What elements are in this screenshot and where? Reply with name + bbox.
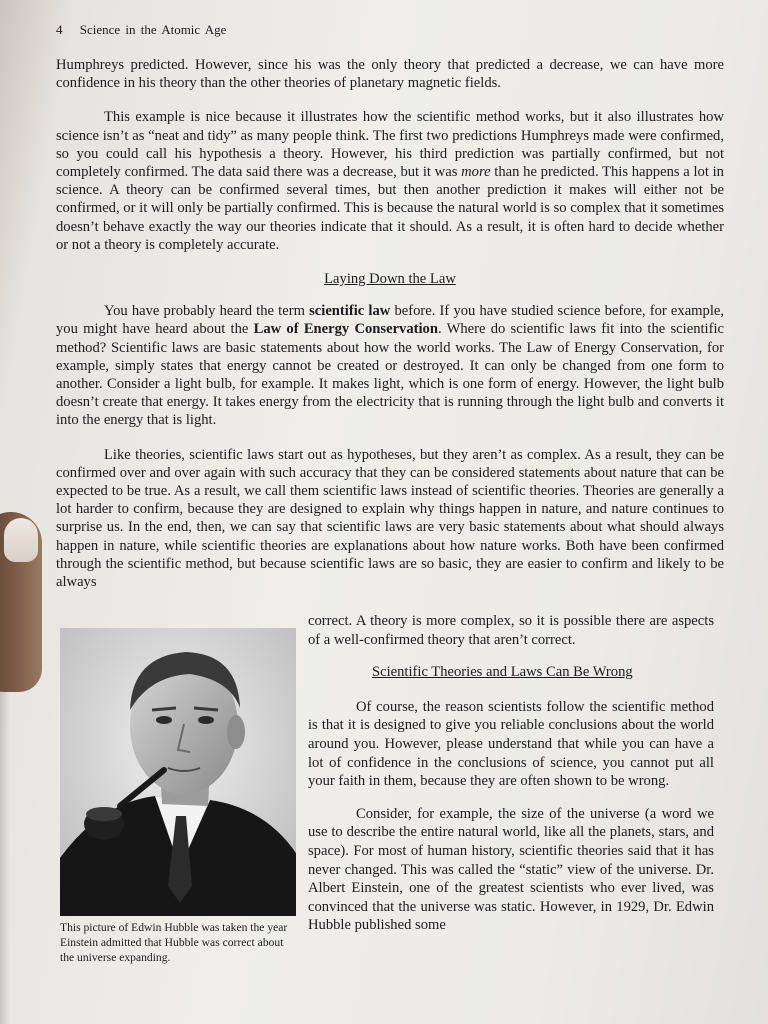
paragraph-3 bbox=[56, 302, 724, 429]
term-scientific-law: scientific law bbox=[309, 303, 391, 320]
page-number: 4 bbox=[56, 22, 63, 37]
section-heading-wrong: Scientific Theories and Laws Can Be Wrong bbox=[372, 664, 633, 681]
paragraph-3-text-c: . Where do scientific laws fit into the scientific method? Scientific laws are basic statements about how the world works. The Law of Energy Conservation, for example, simply states that energy cannot be created or destroyed. It can only be changed from one form to another. Consider a light bulb, for example. It makes light, which is one form of energy. However, the light bulb doesn’t create that energy. It takes energy from the electricity that is running through the light bulb and converts it into the energy that is light. bbox=[56, 321, 724, 429]
portrait-illustration bbox=[60, 628, 296, 916]
paragraph-5: Of course, the reason scientists follow the scientific method is that it is designed to give you reliable conclusions about the world around you. However, please understand that while you can have a lot of confidence in the conclusions of science, you cannot put all your faith in them, because they are often shown to be wrong. bbox=[308, 698, 714, 790]
thumbnail-nail bbox=[4, 518, 38, 562]
paragraph-2-text-b: than he predicted. This happens a lot in science. A theory can be confirmed several times, but then another prediction it makes will either not be confirmed, or it will only be partially confirmed. This is because the natural world is so complex that it sometimes doesn’t behave exactly the way our theories indicate that it should. As a result, it is often hard to decide whether or not a theory is completely accurate. bbox=[56, 164, 724, 253]
right-column bbox=[308, 612, 714, 949]
paragraph-3-text-a: You have probably heard the term bbox=[104, 303, 310, 320]
paragraph-4: Like theories, scientific laws start out as hypotheses, but they aren’t as complex. As a result, they can be confirmed over and over again with such accuracy that they can be considered statements about nature that can be expected to be true. As a result, we call them scientific laws instead of scientific theories. Theories are generally a lot harder to confirm, because they are designed to explain why things happen in nature, and nature continues to surprise us. In the end, then, we can say that scientific laws are very basic statements about what should always happen in nature, while scientific theories are explanations about how nature works. Both have been confirmed through the scientific method, but because scientific laws are so basic, they are easier to confirm and likely to be always bbox=[56, 446, 724, 591]
paragraph-4-continued: correct. A theory is more complex, so it is possible there are aspects of a well-confirmed theory that aren’t correct. bbox=[308, 613, 714, 648]
paragraph-6: Consider, for example, the size of the universe (a word we use to describe the entire natural world, like all the planets, stars, and space). For most of human history, scientific theories said that it has never changed. This was called the “static” view of the universe. Dr. Albert Einstein, one of the greatest scientists who ever lived, was convinced that the universe was static. However, in 1929, Dr. Edwin Hubble published some bbox=[308, 805, 714, 934]
paragraph-2 bbox=[56, 108, 724, 254]
running-header bbox=[56, 22, 226, 38]
paragraph-2-text-a: This example is nice because it illustrates how the scientific method works, but it also illustrates how science isn’t as “neat and tidy” as many people think. The first two predictions Humphreys made were confirmed, so you could call his hypothesis a theory. However, his third prediction was partially confirmed, but not completely confirmed. The data said there was a decrease, but it was bbox=[56, 109, 724, 181]
body-text bbox=[56, 56, 724, 591]
book-title: Science in the Atomic Age bbox=[79, 22, 227, 37]
section-heading-laws: Laying Down the Law bbox=[324, 271, 456, 288]
term-energy-conservation: Law of Energy Conservation bbox=[253, 321, 438, 338]
paragraph-3-text-b: before. If you have studied science before, for example, you might have heard about the bbox=[56, 303, 725, 338]
paragraph-1: Humphreys predicted. However, since his was the only theory that predicted a decrease, we can have more confidence in his theory than the other theories of planetary magnetic fields. bbox=[56, 57, 724, 92]
photo-caption: This picture of Edwin Hubble was taken the year Einstein admitted that Hubble was correct about the universe expanding. bbox=[60, 921, 288, 964]
paragraph-2-italic: more bbox=[461, 164, 491, 181]
hubble-portrait-photo bbox=[60, 628, 296, 916]
